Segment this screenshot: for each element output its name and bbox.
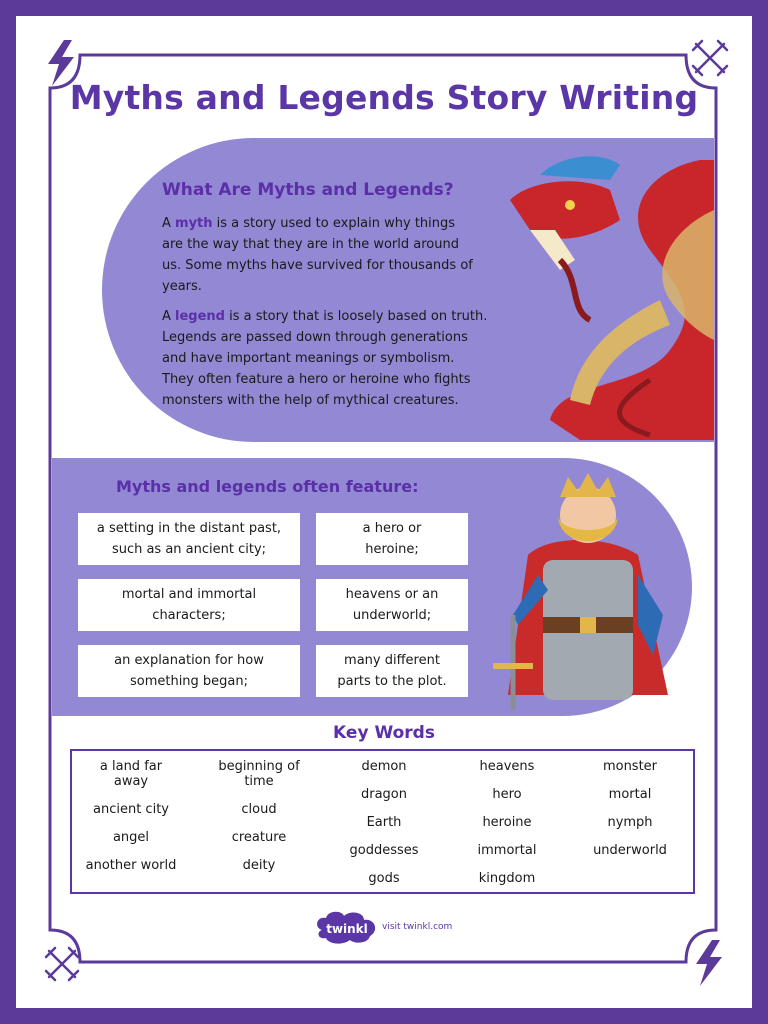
key-word: immortal: [477, 843, 537, 858]
feature-item: mortal and immortal characters;: [78, 579, 300, 631]
feature-item: a setting in the distant past, such as an ancient city;: [78, 513, 300, 565]
key-word: cloud: [241, 802, 277, 817]
key-word: deity: [242, 858, 276, 873]
crossed-swords-icon: [44, 946, 80, 982]
key-word: angel: [112, 830, 150, 845]
key-word: goddesses: [349, 843, 419, 858]
page-title: Myths and Legends Story Writing: [69, 78, 699, 117]
lightning-icon: [692, 940, 726, 986]
key-word: nymph: [607, 815, 653, 830]
key-word: a land far away: [99, 759, 163, 789]
key-word: heavens: [479, 759, 535, 774]
dragon-illustration: [500, 150, 714, 442]
key-word: kingdom: [478, 871, 536, 886]
key-word: creature: [231, 830, 287, 845]
legend-paragraph: A legend is a story that is loosely based on truth. Legends are passed down through generations and have important meanings or symbolism. They often feature a hero or heroine who fights monsters with the help of mythical creatures.: [162, 309, 488, 408]
key-words-column: [200, 759, 318, 873]
key-word: another world: [85, 858, 177, 873]
feature-item: an explanation for how something began;: [78, 645, 300, 697]
twinkl-logo[interactable]: [314, 910, 380, 944]
crossed-swords-icon: [690, 38, 730, 78]
key-word: underworld: [593, 843, 667, 858]
key-word: dragon: [360, 787, 407, 802]
key-words-box: [70, 749, 695, 894]
key-words-column: [448, 759, 566, 886]
key-words-column: [571, 759, 689, 858]
legend-term: legend: [175, 309, 225, 324]
key-word: gods: [368, 871, 400, 886]
key-word: heroine: [482, 815, 532, 830]
key-words-heading: Key Words: [333, 723, 435, 743]
myth-term: myth: [175, 216, 213, 231]
feature-item: heavens or an underworld;: [316, 579, 468, 631]
key-word: monster: [602, 759, 658, 774]
key-word: mortal: [608, 787, 652, 802]
visit-link[interactable]: visit twinkl.com: [382, 922, 453, 932]
feature-item: many different parts to the plot.: [316, 645, 468, 697]
intro-heading: What Are Myths and Legends?: [162, 180, 454, 200]
king-illustration: [488, 465, 684, 716]
key-words-column: [325, 759, 443, 886]
features-heading: Myths and legends often feature:: [116, 477, 419, 496]
key-word: beginning of time: [218, 759, 300, 789]
key-words-column: [72, 759, 190, 873]
key-word: ancient city: [93, 802, 169, 817]
myth-paragraph: A myth is a story used to explain why things are the way that they are in the world around us. Some myths have survived for thousands of years.: [162, 216, 473, 294]
key-word: Earth: [366, 815, 402, 830]
svg-text:twinkl: twinkl: [326, 922, 368, 936]
key-word: hero: [492, 787, 522, 802]
key-word: demon: [361, 759, 407, 774]
feature-item: a hero or heroine;: [316, 513, 468, 565]
